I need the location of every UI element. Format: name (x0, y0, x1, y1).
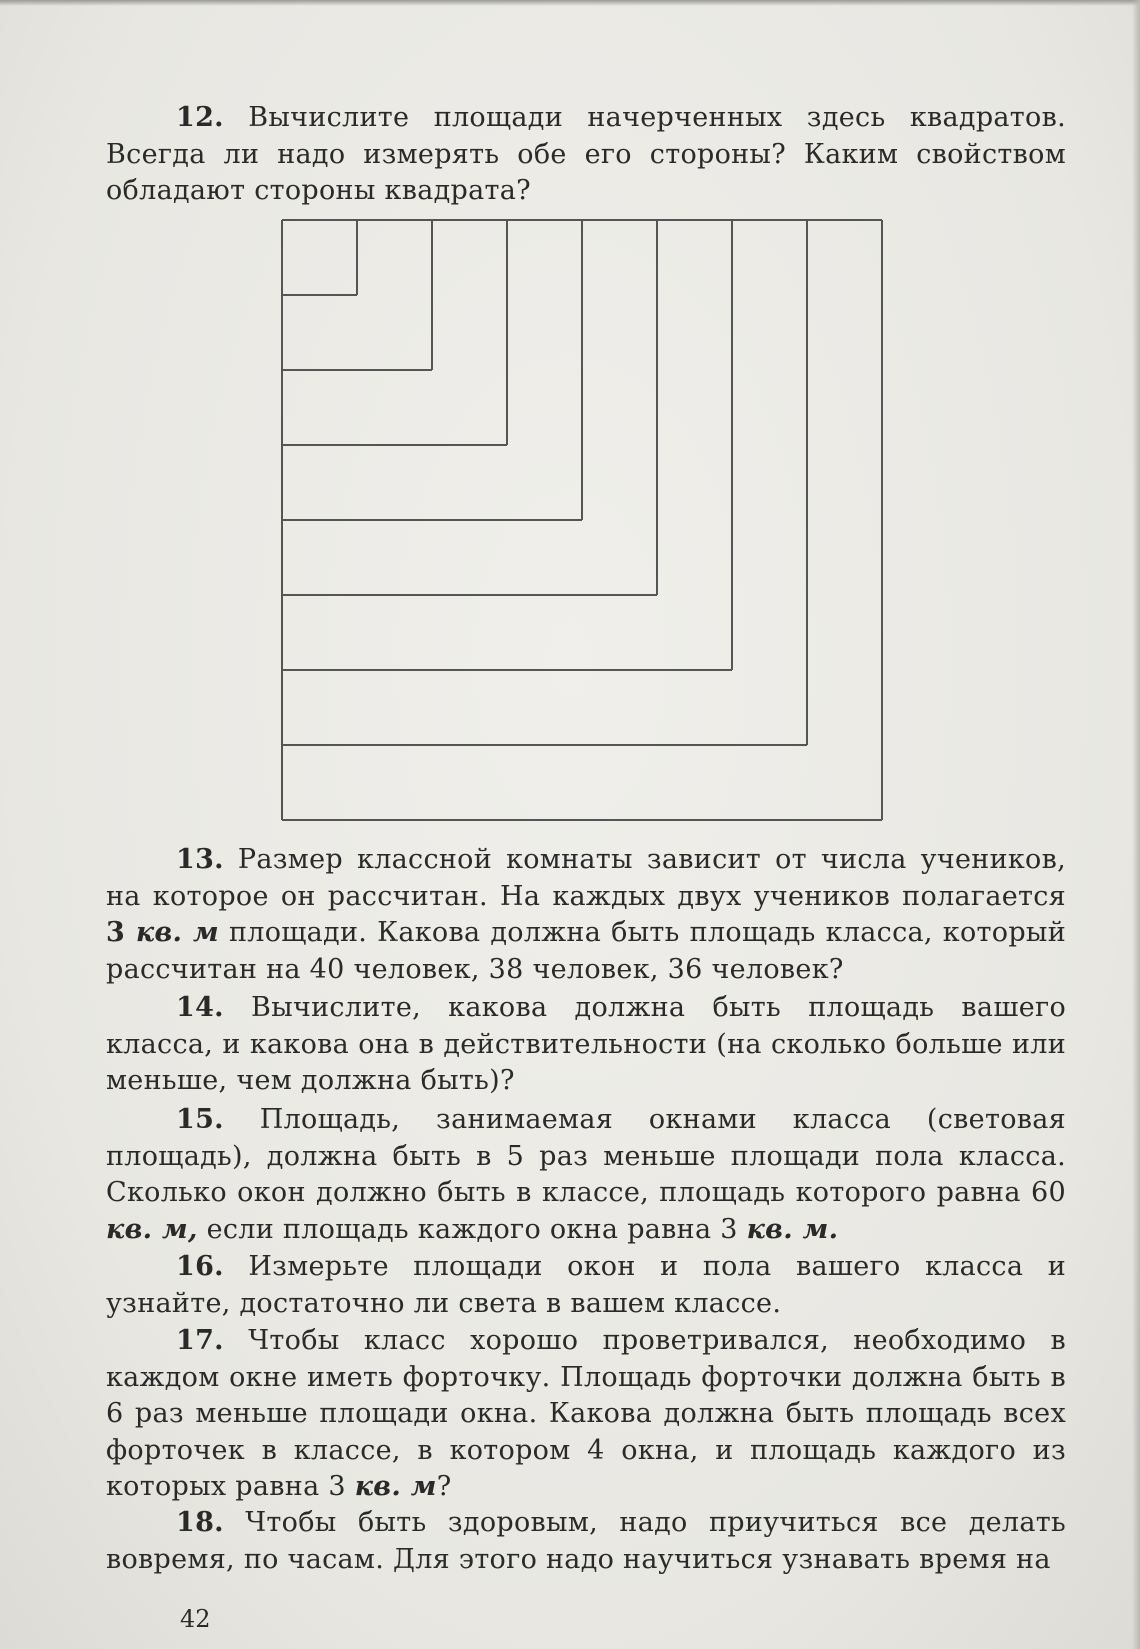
unit-text: кв. м (135, 917, 219, 948)
problem-number: 12. (176, 102, 224, 133)
bold-text: 3 (106, 917, 136, 948)
problem-number: 15. (176, 1104, 224, 1135)
problem-number: 13. (176, 844, 224, 875)
problem-17 (106, 1323, 1066, 1506)
problem-14 (106, 990, 1066, 1100)
problem-number: 16. (176, 1251, 224, 1282)
problem-text: Измерьте площади окон и пола вашего класса и узнайте, достаточно ли света в вашем классе. (106, 1251, 1066, 1319)
problem-15 (106, 1102, 1066, 1248)
problem-text: Размер классной комнаты зависит от числа учеников, на которое он рассчитан. На каждых двух учеников полагается (106, 844, 1066, 912)
problem-13 (106, 842, 1066, 988)
page-right-edge (1132, 0, 1140, 1649)
problem-18 (106, 1505, 1066, 1578)
problem-16 (106, 1249, 1066, 1322)
problem-text: если площадь каждого окна равна 3 (197, 1213, 747, 1245)
unit-text: кв. м (354, 1471, 437, 1502)
problem-text: Вычислите площади начерченных здесь квадратов. Всегда ли надо измерять обе его стороны? Каким свойством обладают стороны квадрата? (106, 102, 1066, 206)
problem-text: Площадь, занимаемая окнами класса (световая площадь), должна быть в 5 раз меньше площади пола класса. Сколько окон должно быть в классе, площадь которого равна 60 (106, 1104, 1066, 1208)
problem-12 (106, 100, 1066, 210)
problem-number: 17. (176, 1325, 224, 1356)
problem-text: ? (436, 1471, 452, 1502)
problem-text: Чтобы класс хорошо проветривался, необходимо в каждом окне иметь форточку. Площадь форточки должна быть в 6 раз меньше площади окна. Какова должна быть площадь всех форточек в классе, в котором 4 окна, и площадь каждого из которых равна 3 (106, 1325, 1066, 1502)
problem-number: 14. (176, 992, 224, 1023)
unit-text: кв. м, (106, 1213, 198, 1245)
unit-text: кв. м. (746, 1213, 839, 1245)
problem-number: 18. (176, 1507, 224, 1538)
nested-squares-drawing (280, 218, 884, 828)
problem-text: Вычислите, какова должна быть площадь вашего класса, и какова она в действительности (на сколько больше или меньше, чем должна быть)? (106, 992, 1066, 1096)
problem-text: Чтобы быть здоровым, надо приучиться все делать вовремя, по часам. Для этого надо научиться узнавать время на (106, 1507, 1066, 1575)
page-top-edge (0, 0, 1140, 6)
page-number: 42 (180, 1605, 211, 1633)
problem-text: площади. Какова должна быть площадь класса, который рассчитан на 40 человек, 38 человек, 36 человек? (106, 917, 1066, 985)
nested-squares-figure (280, 218, 884, 828)
